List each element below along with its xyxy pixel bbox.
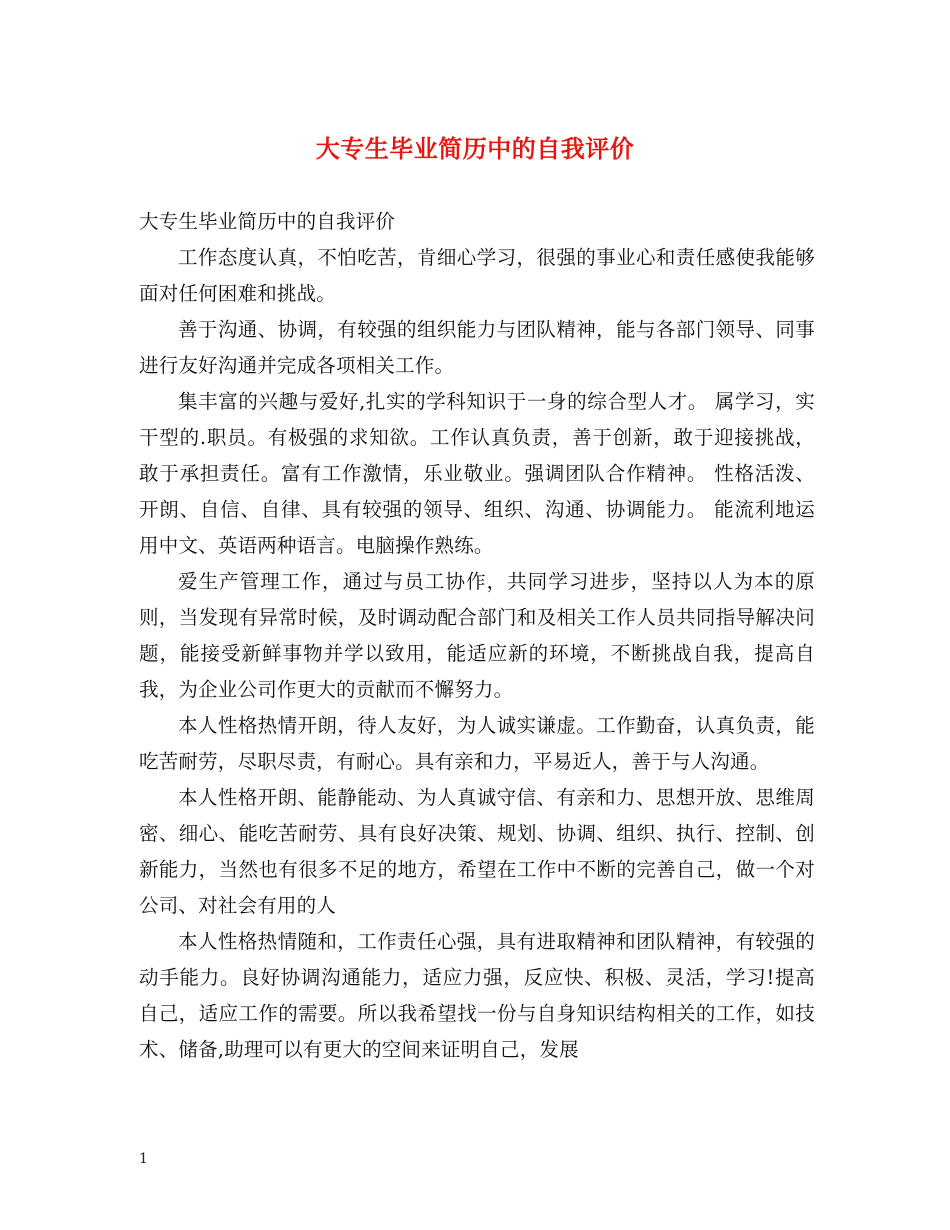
paragraph: 本人性格开朗、能静能动、为人真诚守信、有亲和力、思想开放、思维周密、细心、能吃苦耐劳、具有良好决策、规划、协调、组织、执行、控制、创新能力，当然也有很多不足的地方，希望在工作中不断的完善自己，做一个对公司、对社会有用的人	[139, 786, 815, 917]
paragraph: 善于沟通、协调，有较强的组织能力与团队精神，能与各部门领导、同事进行友好沟通并完成各项相关工作。	[139, 318, 815, 377]
paragraph: 本人性格热情开朗，待人友好，为人诚实谦虚。工作勤奋，认真负责，能吃苦耐劳，尽职尽责，有耐心。具有亲和力，平易近人，善于与人沟通。	[139, 714, 815, 773]
paragraph: 爱生产管理工作，通过与员工协作，共同学习进步，坚持以人为本的原则，当发现有异常时候，及时调动配合部门和及相关工作人员共同指导解决问题，能接受新鲜事物并学以致用，能适应新的环境，不断挑战自我，提高自我，为企业公司作更大的贡献而不懈努力。	[139, 570, 815, 701]
paragraph: 本人性格热情随和，工作责任心强，具有进取精神和团队精神，有较强的动手能力。良好协调沟通能力，适应力强，反应快、积极、灵活，学习!提高自己，适应工作的需要。所以我希望找一份与自身知识结构相关的工作，如技术、储备,助理可以有更大的空间来证明自己，发展	[139, 930, 815, 1061]
document-body	[139, 204, 815, 1068]
document-subtitle: 大专生毕业简历中的自我评价	[139, 210, 396, 233]
page-number: 1	[139, 1151, 148, 1167]
document-title: 大专生毕业简历中的自我评价	[315, 134, 635, 163]
paragraph: 集丰富的兴趣与爱好,扎实的学科知识于一身的综合型人才。 属学习，实干型的.职员。有极强的求知欲。工作认真负责，善于创新，敢于迎接挑战，敢于承担责任。富有工作激情，乐业敬业。强调团队合作精神。 性格活泼、开朗、自信、自律、具有较强的领导、组织、沟通、协调能力。 能流利地运用中文、英语两种语言。电脑操作熟练。	[139, 390, 815, 557]
paragraph: 工作态度认真，不怕吃苦，肯细心学习，很强的事业心和责任感使我能够面对任何困难和挑战。	[139, 246, 815, 305]
